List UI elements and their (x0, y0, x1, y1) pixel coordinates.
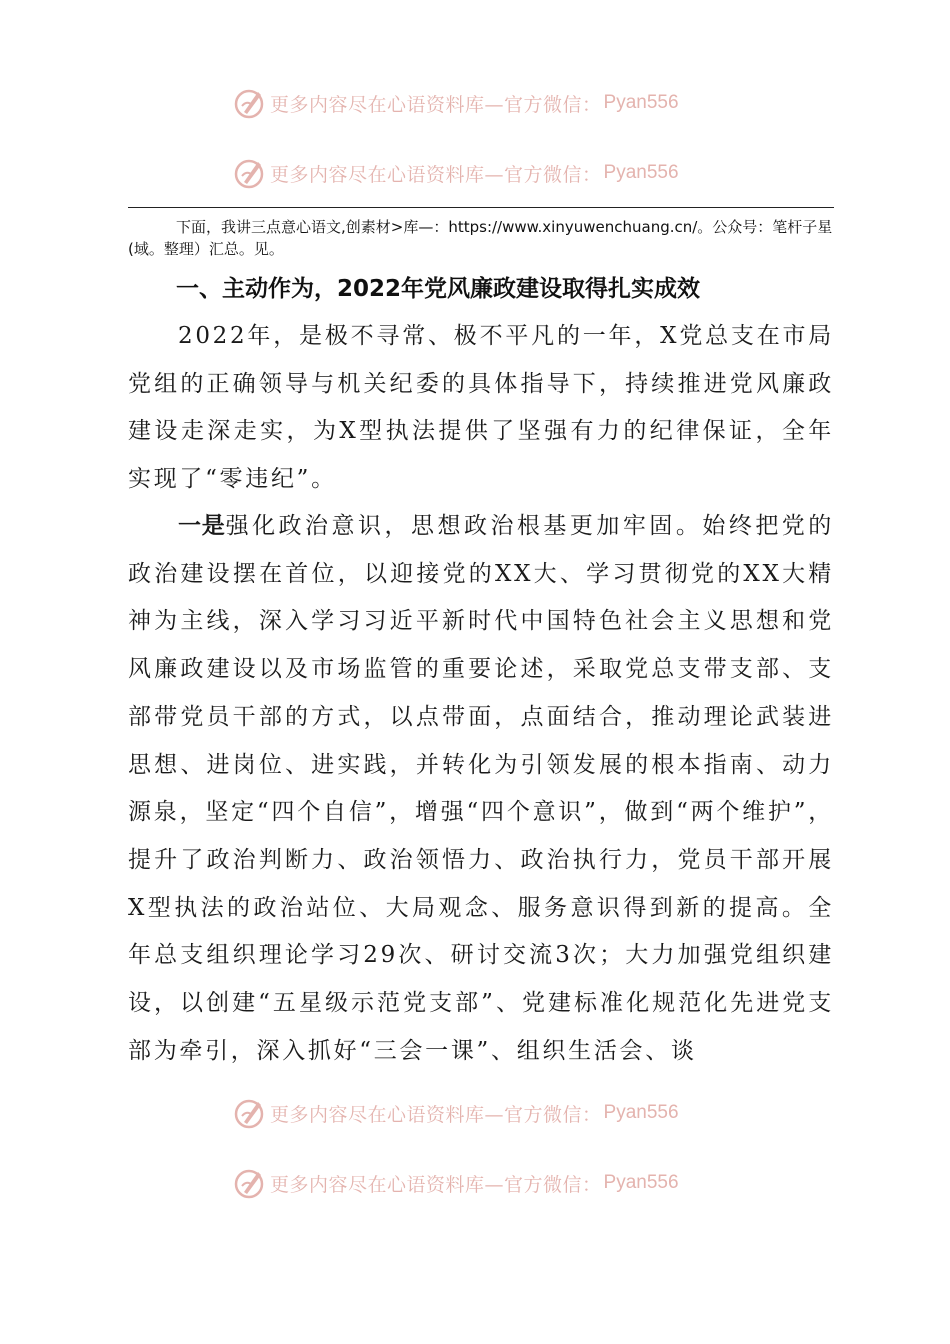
pen-circle-logo-icon (232, 86, 266, 120)
source-note: 下面，我讲三点意心语文,创素材>库—：https://www.xinyuwenchuang.cn/。公众号：笔杆子星(域。整理）汇总。见。 (128, 218, 833, 258)
watermark-banner (232, 1165, 679, 1201)
watermark-banner (232, 155, 679, 191)
header-divider (128, 207, 834, 208)
pen-circle-logo-icon (232, 156, 266, 190)
watermark-wechat-id: Pyan556 (603, 92, 679, 113)
watermark-text: 更多内容尽在心语资料库—官方微信： (270, 1173, 602, 1196)
watermark-banner (232, 1095, 679, 1131)
paragraph-lead: 一是 (178, 513, 226, 539)
watermark-text: 更多内容尽在心语资料库—官方微信： (270, 93, 602, 116)
watermark-wechat-id: Pyan556 (603, 162, 679, 183)
watermark-wechat-id: Pyan556 (603, 1102, 679, 1123)
paragraph-text: 强化政治意识，思想政治根基更加牢固。始终把党的政治建设摆在首位，以迎接党的XX大、学习贯彻党的XX大精神为主线，深入学习习近平新时代中国特色社会主义思想和党风廉政建设以及市场监管的重要论述，采取党总支带支部、支部带党员干部的方式，以点带面，点面结合，推动理论武装进思想、进岗位、进实践，并转化为引领发展的根本指南、动力源泉，坚定“四个自信”，增强“四个意识”，做到“两个维护”，提升了政治判断力、政治领悟力、政治执行力，党员干部开展X型执法的政治站位、大局观念、服务意识得到新的提高。全年总支组织理论学习29次、研讨交流3次；大力加强党组织建设，以创建“五星级示范党支部”、党建标准化规范化先进党支部为牵引，深入抓好“三会一课”、组织生活会、谈 (128, 513, 834, 1064)
watermark-banner (232, 85, 679, 121)
watermark-text: 更多内容尽在心语资料库—官方微信： (270, 163, 602, 186)
watermark-text: 更多内容尽在心语资料库—官方微信： (270, 1103, 602, 1126)
pen-circle-logo-icon (232, 1166, 266, 1200)
pen-circle-logo-icon (232, 1096, 266, 1130)
body-paragraph: 2022年，是极不寻常、极不平凡的一年，X党总支在市局党组的正确领导与机关纪委的具体指导下，持续推进党风廉政建设走深走实，为X型执法提供了坚强有力的纪律保证，全年实现了“零违纪”。 (128, 323, 834, 493)
section-heading: 一、主动作为，2022年党风廉政建设取得扎实成效 (176, 276, 701, 302)
watermark-wechat-id: Pyan556 (603, 1172, 679, 1193)
body-paragraph (128, 503, 834, 1075)
